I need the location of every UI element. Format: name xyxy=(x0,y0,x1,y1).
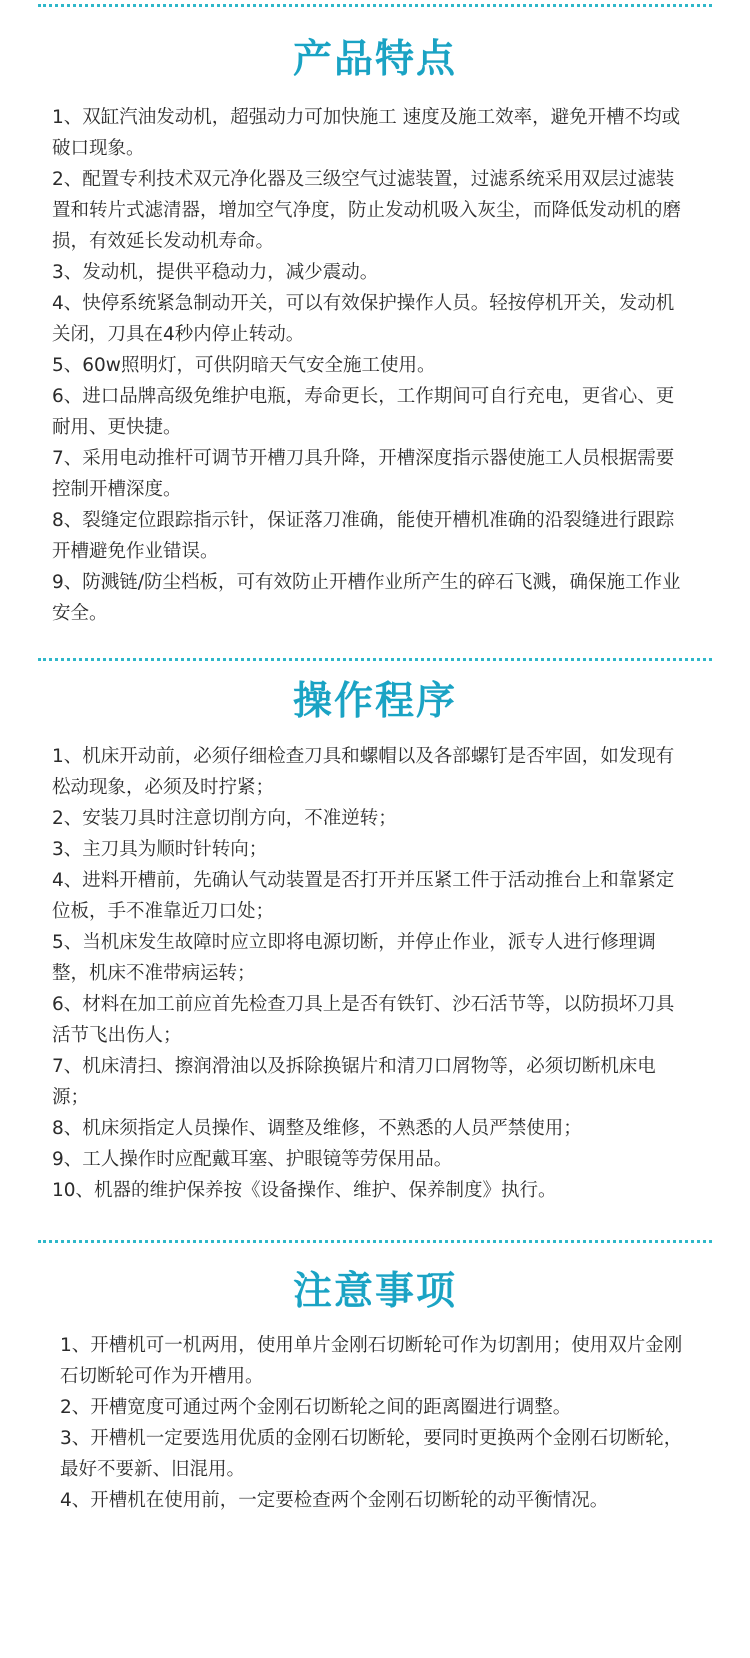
list-item: 3、开槽机一定要选用优质的金刚石切断轮，要同时更换两个金刚石切断轮，最好不要新、旧混用。 xyxy=(60,1428,683,1480)
list-item: 1、双缸汽油发动机，超强动力可加快施工 速度及施工效率，避免开槽不均或破口现象。 xyxy=(52,107,681,159)
list-item: 4、快停系统紧急制动开关，可以有效保护操作人员。轻按停机开关，发动机关闭，刀具在4秒内停止转动。 xyxy=(52,293,675,345)
section-divider-notes xyxy=(38,1240,712,1243)
list-item: 1、机床开动前，必须仔细检查刀具和螺帽以及各部螺钉是否牢固，如发现有松动现象，必须及时拧紧； xyxy=(52,746,675,798)
list-item: 5、60w照明灯，可供阴暗天气安全施工使用。 xyxy=(52,355,436,376)
list-item: 9、防溅链/防尘档板，可有效防止开槽作业所产生的碎石飞溅，确保施工作业安全。 xyxy=(52,572,681,624)
list-item: 2、开槽宽度可通过两个金刚石切断轮之间的距离圈进行调整。 xyxy=(60,1397,572,1418)
notes-list xyxy=(60,1330,690,1516)
list-item: 9、工人操作时应配戴耳塞、护眼镜等劳保用品。 xyxy=(52,1149,453,1170)
section-title-notes: 注意事项 xyxy=(292,1269,457,1314)
section-title-features: 产品特点 xyxy=(292,37,457,82)
list-item: 4、进料开槽前，先确认气动装置是否打开并压紧工件于活动推台上和靠紧定位板，手不准靠近刀口处； xyxy=(52,870,675,922)
list-item: 2、安装刀具时注意切削方向，不准逆转； xyxy=(52,808,397,829)
list-item: 1、开槽机可一机两用，使用单片金刚石切断轮可作为切割用；使用双片金刚石切断轮可作为开槽用。 xyxy=(60,1335,683,1387)
list-item: 6、材料在加工前应首先检查刀具上是否有铁钉、沙石活节等，以防损坏刀具活节飞出伤人； xyxy=(52,994,675,1046)
list-item: 7、机床清扫、擦润滑油以及拆除换锯片和清刀口屑物等，必须切断机床电源； xyxy=(52,1056,656,1108)
section-divider-operation xyxy=(38,658,712,661)
list-item: 4、开槽机在使用前，一定要检查两个金刚石切断轮的动平衡情况。 xyxy=(60,1490,609,1511)
list-item: 8、机床须指定人员操作、调整及维修，不熟悉的人员严禁使用； xyxy=(52,1118,582,1139)
features-list xyxy=(52,102,682,629)
list-item: 7、采用电动推杆可调节开槽刀具升降，开槽深度指示器使施工人员根据需要控制开槽深度。 xyxy=(52,448,675,500)
operation-list xyxy=(52,741,682,1206)
list-item: 8、裂缝定位跟踪指示针，保证落刀准确，能使开槽机准确的沿裂缝进行跟踪开槽避免作业错误。 xyxy=(52,510,675,562)
list-item: 5、当机床发生故障时应立即将电源切断，并停止作业，派专人进行修理调整，机床不准带病运转； xyxy=(52,932,656,984)
section-divider-top xyxy=(38,4,712,7)
list-item: 3、发动机，提供平稳动力，减少震动。 xyxy=(52,262,379,283)
list-item: 2、配置专利技术双元净化器及三级空气过滤装置，过滤系统采用双层过滤装置和转片式滤清器，增加空气净度，防止发动机吸入灰尘，而降低发动机的磨损，有效延长发动机寿命。 xyxy=(52,169,682,252)
list-item: 6、进口品牌高级免维护电瓶，寿命更长，工作期间可自行充电，更省心、更 耐用、更快捷。 xyxy=(52,386,675,438)
list-item: 3、主刀具为顺时针转向； xyxy=(52,839,268,860)
section-title-operation: 操作程序 xyxy=(292,679,457,724)
list-item: 10、机器的维护保养按《设备操作、维护、保养制度》执行。 xyxy=(52,1180,557,1201)
